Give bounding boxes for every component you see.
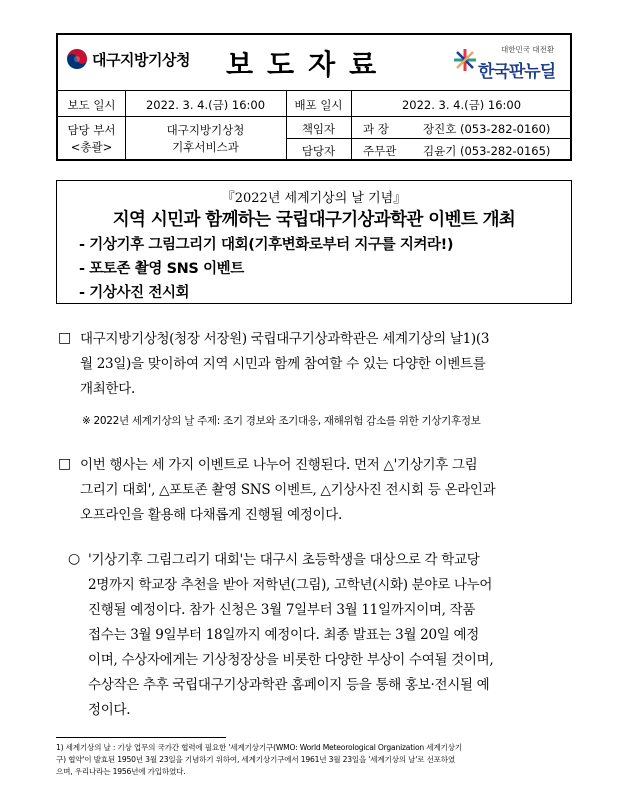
- page-title: 보도자료: [226, 48, 391, 81]
- summary-item: - 포토존 촬영 SNS 이벤트: [79, 261, 244, 277]
- summary-subtitle: 『2022년 세계기상의 날 기념』: [221, 191, 407, 206]
- paragraph-line: 오프라인을 활용해 다채롭게 진행될 예정이다.: [80, 507, 343, 523]
- dist-date: 2022. 3. 4.(금) 16:00: [401, 98, 522, 112]
- header-table: [56, 33, 572, 161]
- paragraph-line: 개최한다.: [80, 381, 135, 397]
- footnote-line: 구) 협약'이 발효된 1950년 3월 23일을 기념하기 위하여, 세계기상기구에서 1961년 3월 23일을 '세계기상의 날'로 선포하였: [56, 755, 456, 764]
- dept-team: 기후서비스과: [172, 140, 239, 154]
- partner-name: 한국판뉴딜: [478, 62, 556, 82]
- paragraph-line: 이며, 수상자에게는 기상청장상을 비롯한 다양한 부상이 수여될 것이며,: [88, 652, 494, 668]
- partner-slogan: 대한민국 대전환: [501, 45, 555, 54]
- divider: [286, 138, 570, 139]
- paragraph-line: 접수는 3월 9일부터 18일까지 예정이다. 최종 발표는 3월 20일 예정: [88, 627, 479, 643]
- paragraph-line: 월 23일)을 맞이하여 지역 시민과 함께 참여할 수 있는 다양한 이벤트를: [80, 356, 486, 372]
- dept-label-sub: <총괄>: [70, 140, 113, 154]
- org-name: 대구지방기상청: [92, 51, 190, 69]
- dist-date-label: 배포 일시: [294, 98, 343, 112]
- paragraph-line: 진행될 예정이다. 참가 신청은 3월 7일부터 3월 11일까지이며, 작품: [88, 602, 476, 618]
- paragraph-line: 이번 행사는 세 가지 이벤트로 나누어 진행된다. 먼저 △'기상기후 그림: [80, 457, 478, 473]
- footnote-line: 으며, 우리나라는 1956년에 가입하였다.: [56, 767, 186, 776]
- korea-government-emblem-icon: [66, 48, 88, 70]
- summary-item: - 기상사진 전시회: [79, 285, 190, 301]
- summary-item: - 기상기후 그림그리기 대회(기후변화로부터 지구를 지켜라!): [79, 237, 454, 253]
- theme-note: ※ 2022년 세계기상의 날 주제: 조기 경보와 조기대응, 재해위험 감소를 위한 기상기후정보: [82, 415, 481, 427]
- dept-label: 담당 부서: [67, 123, 116, 137]
- korean-new-deal-logo-icon: [452, 47, 478, 73]
- resp-label: 책임자: [301, 122, 336, 136]
- paragraph-line: 그리기 대회', △포토존 촬영 SNS 이벤트, △기상사진 전시회 등 온라인과: [80, 482, 496, 498]
- report-date-label: 보도 일시: [67, 98, 116, 112]
- divider: [351, 116, 352, 161]
- report-date: 2022. 3. 4.(금) 16:00: [145, 98, 266, 112]
- paragraph-marker: ○: [68, 551, 81, 567]
- contact-label: 담당자: [301, 144, 336, 158]
- summary-box: [56, 180, 572, 304]
- paragraph-line: 수상작은 추후 국립대구기상과학관 홈페이지 등을 통해 홍보·전시될 예: [88, 677, 490, 693]
- paragraph-line: 대구지방기상청(청장 서장원) 국립대구기상과학관은 세계기상의 날1)(3: [80, 331, 490, 347]
- paragraph-marker: □: [58, 456, 72, 472]
- paragraph-line: 2명까지 학교장 추천을 받아 저학년(그림), 고학년(시화) 분야로 나누어: [88, 577, 493, 593]
- contact-person: 김윤기 (053-282-0165): [423, 144, 551, 158]
- divider: [58, 116, 570, 117]
- footnote-divider: [56, 737, 226, 738]
- paragraph-marker: □: [58, 330, 72, 346]
- paragraph-line: 정이다.: [88, 702, 131, 718]
- contact-role: 주무관: [363, 144, 397, 158]
- summary-title: 지역 시민과 함께하는 국립대구기상과학관 이벤트 개최: [112, 210, 516, 230]
- resp-role: 과 장: [363, 122, 389, 136]
- footnote-line: 1) 세계기상의 날 : 기상 업무의 국가간 협력에 필요한 '세계기상기구(WMO: World Meteorological Organization 세계기상기: [56, 743, 462, 752]
- paragraph-line: '기상기후 그림그리기 대회'는 대구시 초등학생을 대상으로 각 학교당: [88, 552, 480, 568]
- dept-name: 대구지방기상청: [166, 123, 245, 137]
- resp-person: 장진호 (053-282-0160): [423, 122, 551, 136]
- divider: [58, 90, 570, 91]
